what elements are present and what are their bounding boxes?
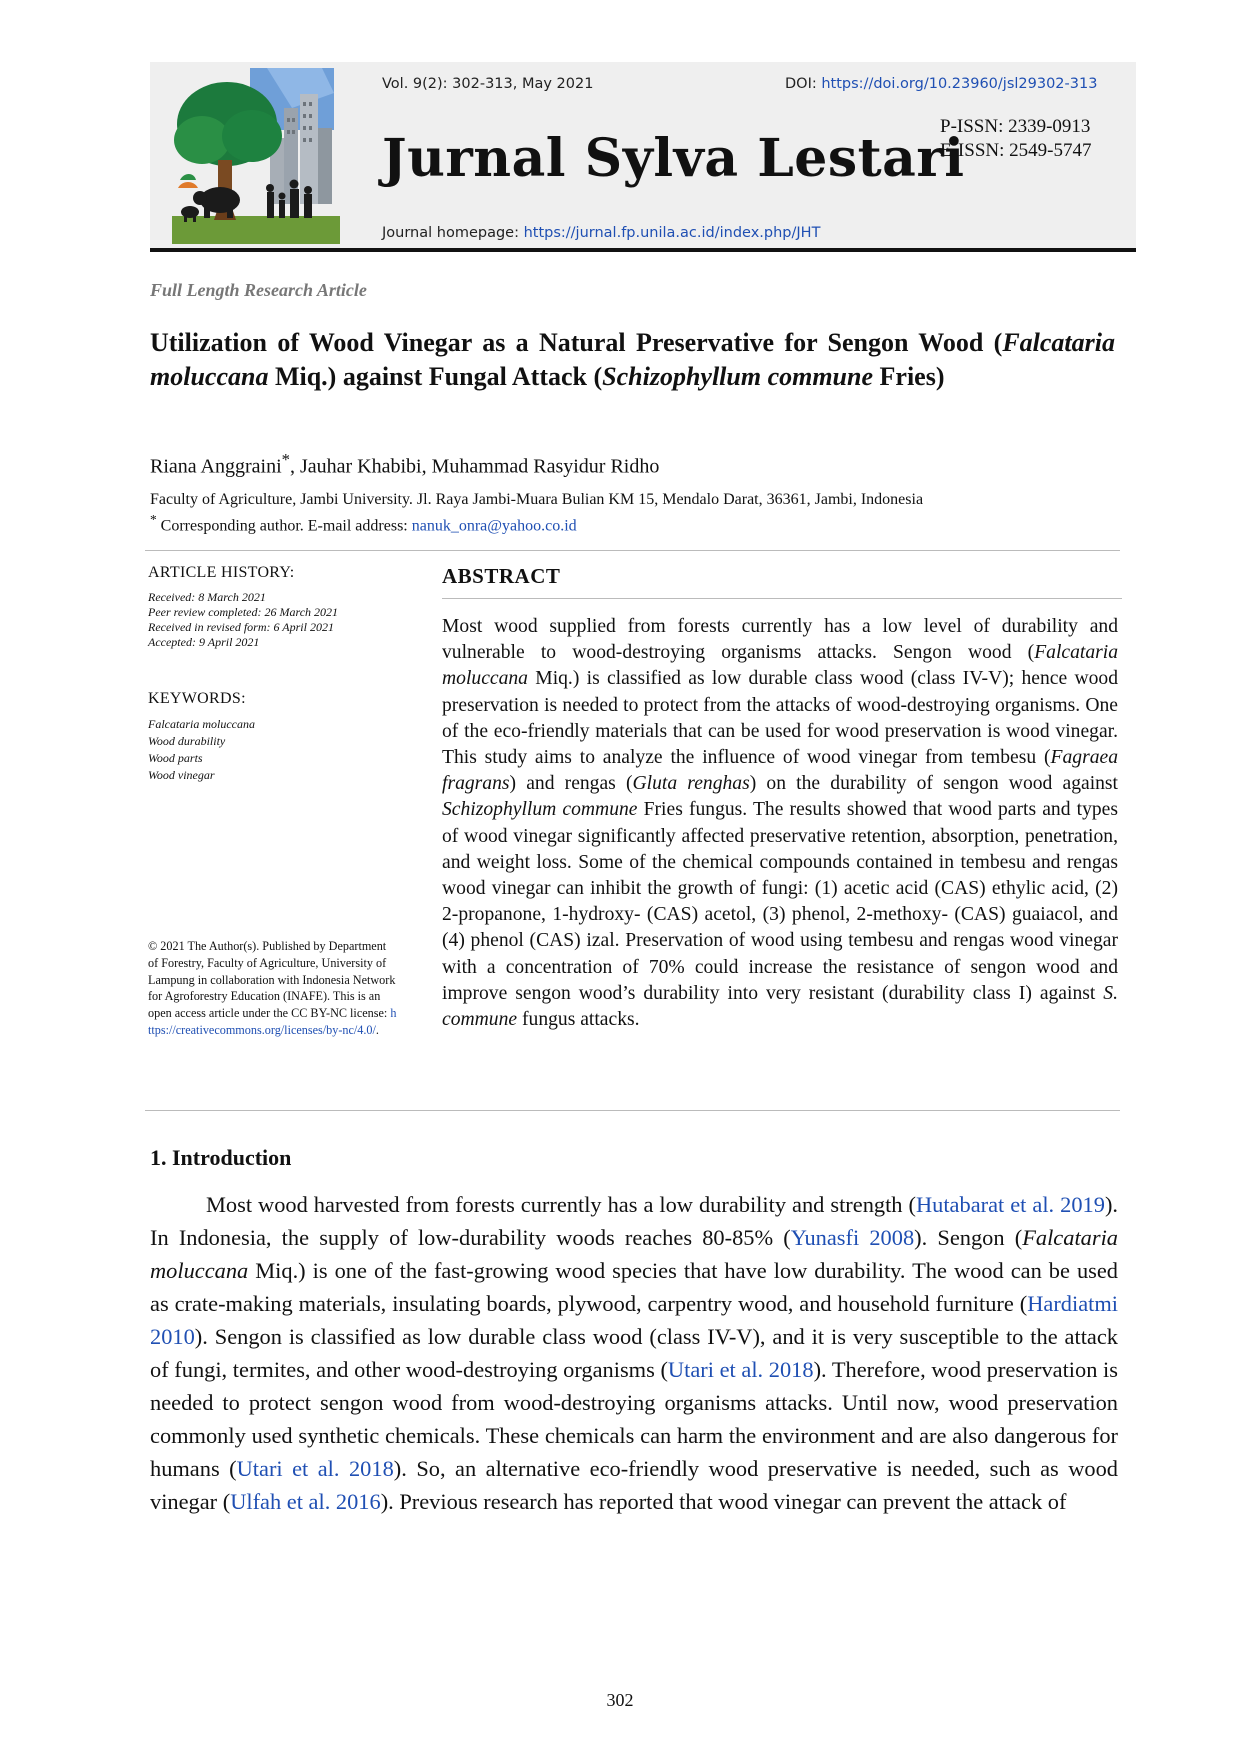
title-text: Utilization of Wood Vinegar as a Natural Preservative for Sengon Wood ( [150,328,1003,357]
citation-link[interactable]: Ulfah et al. 2016 [230,1489,381,1514]
citation-link[interactable]: Utari et al. 2018 [236,1456,394,1481]
abstract-italic: Falcataria moluccana [442,642,1118,690]
doi-link[interactable]: https://doi.org/10.23960/jsl29302-313 [821,76,1098,92]
title-text: Miq.) against Fungal Attack ( [268,362,603,391]
homepage-label: Journal homepage: [382,225,524,241]
license-end: . [375,1022,379,1037]
authors [150,450,659,479]
journal-title: Jurnal Sylva Lestari [382,128,965,189]
keywords-heading: KEYWORDS: [148,690,246,707]
abstract-span: Miq.) is classified as low durable class wood (class IV-V); hence wood preservation is needed to protect from the attacks of wood-destroying organisms. One of the eco-friendly materials that can be used for wood preservation is wood vinegar. This study aims to analyze the influence of wood vinegar from tembesu ( [442,668,1118,769]
homepage-link[interactable]: https://jurnal.fp.unila.ac.id/index.php/JHT [523,225,821,241]
license-text: © 2021 The Author(s). Published by Department of Forestry, Faculty of Agriculture, University of Lampung in collaboration with Indonesia Network for Agroforestry Education (INAFE). This is an open access article under the CC BY-NC license: [148,939,396,1021]
corresponding-mark: * [281,450,290,469]
title-fungus: Schizophyllum commune [602,362,874,391]
keyword: Falcataria moluccana [148,717,255,731]
history-revised: Received in revised form: 6 April 2021 [148,620,334,634]
intro-span: ). In Indonesia, the supply of low-durability woods reaches 80-85% ( [150,1192,1118,1250]
intro-span: ). Sengon ( [914,1225,1023,1250]
corresponding-text: Corresponding author. E-mail address: [156,517,412,535]
abstract-italic: S. commune [442,982,1118,1031]
intro-span: ). Previous research has reported that wood vinegar can prevent the attack of [380,1489,1067,1514]
email-link[interactable]: nanuk_onra@yahoo.co.id [411,517,577,535]
page-number: 302 [606,1690,634,1710]
keyword: Wood parts [148,751,203,765]
journal-logo [172,68,342,244]
intro-span: Miq.) is one of the fast-growing wood species that have low durability. The wood can be used as crate-making materials, insulating boards, plywood, carpentry wood, and household furniture ( [150,1258,1118,1316]
abstract-italic: Schizophyllum commune [442,799,638,821]
abstract-italic: Gluta renghas [632,773,750,795]
intro-span: ). Sengon is classified as low durable class wood (class IV-V), and it is very susceptible to the attack of fungi, termites, and other wood-destroying organisms ( [150,1324,1118,1382]
abstract-span: fungus attacks. [517,1009,640,1031]
abstract-italic: Fagraea fragrans [442,747,1118,795]
homepage [382,225,820,241]
history-received: Received: 8 March 2021 [148,590,266,604]
intro-italic: Falcataria moluccana [150,1225,1118,1283]
history-accepted: Accepted: 9 April 2021 [148,635,260,649]
history-heading: ARTICLE HISTORY: [148,564,295,581]
citation-link[interactable]: Yunasfi 2008 [790,1225,915,1250]
abstract-span: Fries fungus. The results showed that wood parts and types of wood vinegar significantly affected preservative retention, absorption, penetration, and weight loss. Some of the chemical compounds contained in tembesu and rengas wood vinegar can inhibit the growth of fungi: (1) acetic acid (CAS) ethylic acid, (2) 2-propanone, 1-hydroxy- (CAS) acetol, (3) phenol, 2-methoxy- (CAS) guaiacol, and (4) phenol (CAS) izal. Preservation of wood using tembesu and rengas wood vinegar with a concentration of 70% could increase the resistance of sengon wood and improve sengon wood’s durability into very resistant (durability class I) against [442,799,1118,1004]
intro-span: Most wood harvested from forests currently has a low durability and strength ( [206,1192,916,1217]
intro-paragraph [150,1188,1118,1518]
abstract-divider [442,598,1122,599]
author-name: Riana Anggraini [150,455,282,478]
intro-span: ). So, an alternative eco-friendly wood preservative is needed, such as wood vinegar ( [150,1456,1118,1514]
abstract-span: ) and rengas ( [509,773,633,795]
corresponding-author [150,512,577,535]
divider [145,1110,1120,1111]
intro-heading: 1. Introduction [150,1145,292,1170]
issn-block [940,115,1091,163]
abstract-heading: ABSTRACT [442,564,561,588]
doi-label: DOI: [785,76,822,92]
history-peer-review: Peer review completed: 26 March 2021 [148,605,339,619]
citation-link[interactable]: Hardiatmi 2010 [150,1291,1118,1349]
intro-span: ). Therefore, wood preservation is needed to protect sengon wood from wood-destroying organisms attacks. Until now, wood preservation commonly used synthetic chemicals. These chemicals can harm the environment and are also dangerous for humans ( [150,1357,1118,1481]
license-notice [148,938,398,1039]
article-type: Full Length Research Article [150,280,367,300]
abstract-text [442,614,1118,1033]
citation-link[interactable]: Utari et al. 2018 [667,1357,814,1382]
p-issn: P-ISSN: 2339-0913 [940,116,1091,137]
title-species: Falcataria moluccana [150,328,1115,391]
e-issn: E-ISSN: 2549-5747 [940,140,1092,161]
article-info-column [148,564,398,784]
volume-info: Vol. 9(2): 302-313, May 2021 [382,76,594,92]
license-link[interactable]: https://creativecommons.org/licenses/by-nc/4.0/ [148,1006,397,1037]
affiliation: Faculty of Agriculture, Jambi University. Jl. Raya Jambi-Muara Bulian KM 15, Mendalo Darat, 36361, Jambi, Indonesia [150,491,924,508]
abstract-span: Most wood supplied from forests currently has a low level of durability and vulnerable to wood-destroying organisms attacks. Sengon wood ( [442,616,1118,664]
corresponding-mark: * [150,512,157,527]
article-title [150,326,1115,394]
keyword: Wood durability [148,734,226,748]
abstract-span: ) on the durability of sengon wood against [749,773,1118,795]
divider [145,550,1120,551]
citation-link[interactable]: Hutabarat et al. 2019 [915,1192,1105,1217]
keyword: Wood vinegar [148,768,215,782]
title-text: Fries) [873,362,945,391]
author-names: , Jauhar Khabibi, Muhammad Rasyidur Ridho [289,455,660,478]
doi [785,76,1097,92]
